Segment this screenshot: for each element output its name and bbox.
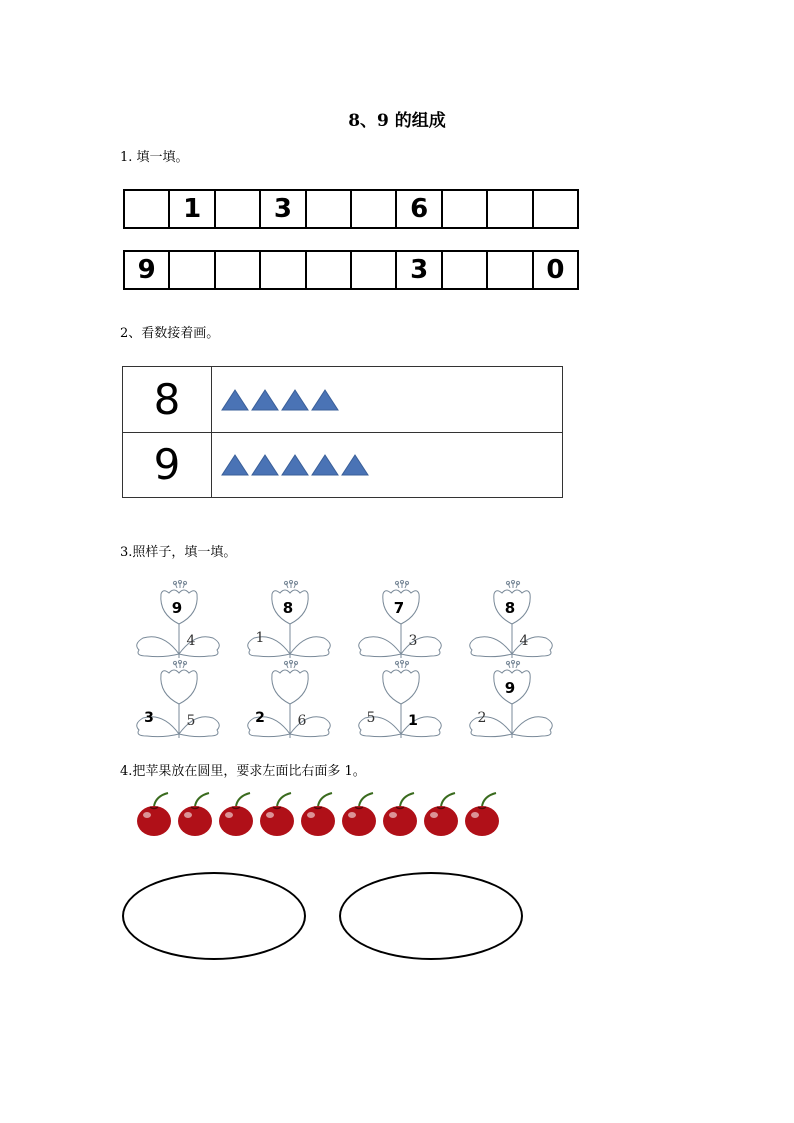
number-cell[interactable]	[307, 191, 352, 227]
flower-number-top: 9	[504, 679, 516, 697]
number-cell[interactable]: 6	[397, 191, 442, 227]
number-row-2	[123, 250, 579, 290]
flower-card	[466, 580, 556, 660]
number-cell[interactable]	[307, 252, 352, 288]
triangle-icon	[311, 454, 339, 476]
number-cell[interactable]: 3	[261, 191, 306, 227]
question-4-label: 4.把苹果放在圆里，要求左面比右面多 1。	[120, 764, 366, 779]
flower-number-top: 9	[171, 599, 183, 617]
flower-number-left: 3	[144, 710, 154, 726]
cherry-row	[136, 790, 501, 838]
triangle-row	[123, 367, 562, 433]
number-cell[interactable]	[261, 252, 306, 288]
triangle-group[interactable]	[221, 389, 339, 411]
flower-number-top: 7	[393, 599, 405, 617]
number-cell[interactable]	[488, 191, 533, 227]
flower-number-left: 2	[477, 710, 487, 726]
cherry-icon[interactable]	[218, 790, 255, 838]
flower-number-right: 6	[297, 713, 307, 729]
cherry-icon[interactable]	[464, 790, 501, 838]
page-title: 8、9 的组成	[348, 111, 446, 131]
flower-card	[466, 660, 556, 740]
flower-number-right: 4	[186, 633, 196, 649]
flower-card	[355, 580, 445, 660]
flower-card	[355, 660, 445, 740]
triangle-icon	[281, 454, 309, 476]
triangle-icon	[221, 389, 249, 411]
left-circle[interactable]	[122, 872, 306, 960]
question-2-label: 2、看数接着画。	[120, 326, 220, 341]
cherry-icon[interactable]	[259, 790, 296, 838]
number-cell[interactable]	[170, 252, 215, 288]
flower-number-top: 8	[504, 599, 516, 617]
triangle-icon	[221, 454, 249, 476]
triangle-icon	[251, 389, 279, 411]
number-cell[interactable]	[216, 252, 261, 288]
number-cell[interactable]	[125, 191, 170, 227]
question-1-label: 1. 填一填。	[120, 150, 189, 165]
flower-number-top: 8	[282, 599, 294, 617]
number-cell[interactable]: 3	[397, 252, 442, 288]
number-cell[interactable]: 0	[546, 255, 565, 285]
question-3-label: 3.照样子，填一填。	[120, 545, 237, 560]
cherry-icon[interactable]	[136, 790, 173, 838]
flower-icon	[466, 580, 556, 660]
flower-card	[133, 660, 223, 740]
flower-number-left: 5	[366, 710, 376, 726]
cherry-icon[interactable]	[423, 790, 460, 838]
number-cell[interactable]	[488, 252, 533, 288]
triangle-icon	[281, 389, 309, 411]
flower-card	[244, 580, 334, 660]
flower-number-right: 3	[408, 633, 418, 649]
flower-icon	[244, 660, 334, 740]
flower-icon	[355, 660, 445, 740]
triangle-row	[123, 432, 562, 497]
flower-icon	[244, 580, 334, 660]
triangle-icon	[251, 454, 279, 476]
cherry-icon[interactable]	[177, 790, 214, 838]
flower-icon	[133, 660, 223, 740]
cherry-icon[interactable]	[382, 790, 419, 838]
flower-icon	[466, 660, 556, 740]
flower-card	[244, 660, 334, 740]
cherry-icon[interactable]	[341, 790, 378, 838]
triangle-group[interactable]	[221, 454, 369, 476]
number-row-1	[123, 189, 579, 229]
number-cell[interactable]	[216, 191, 261, 227]
number-cell[interactable]	[352, 252, 397, 288]
number-cell[interactable]	[443, 191, 488, 227]
flower-number-right: 1	[408, 713, 418, 729]
right-circle[interactable]	[339, 872, 523, 960]
flower-icon	[355, 580, 445, 660]
flower-number-right: 4	[519, 633, 529, 649]
row-number: 9	[123, 432, 212, 497]
triangle-icon	[311, 389, 339, 411]
triangle-icon	[341, 454, 369, 476]
row-number: 8	[123, 367, 212, 432]
triangle-table	[122, 366, 563, 498]
flower-number-right: 5	[186, 713, 196, 729]
number-cell[interactable]	[534, 191, 577, 227]
number-cell[interactable]	[352, 191, 397, 227]
flower-number-left: 1	[255, 630, 265, 646]
cherry-icon[interactable]	[300, 790, 337, 838]
number-cell[interactable]: 1	[170, 191, 215, 227]
number-cell[interactable]: 9	[125, 252, 170, 288]
flower-number-left: 2	[255, 710, 265, 726]
number-cell[interactable]	[443, 252, 488, 288]
flower-card	[133, 580, 223, 660]
flower-icon	[133, 580, 223, 660]
